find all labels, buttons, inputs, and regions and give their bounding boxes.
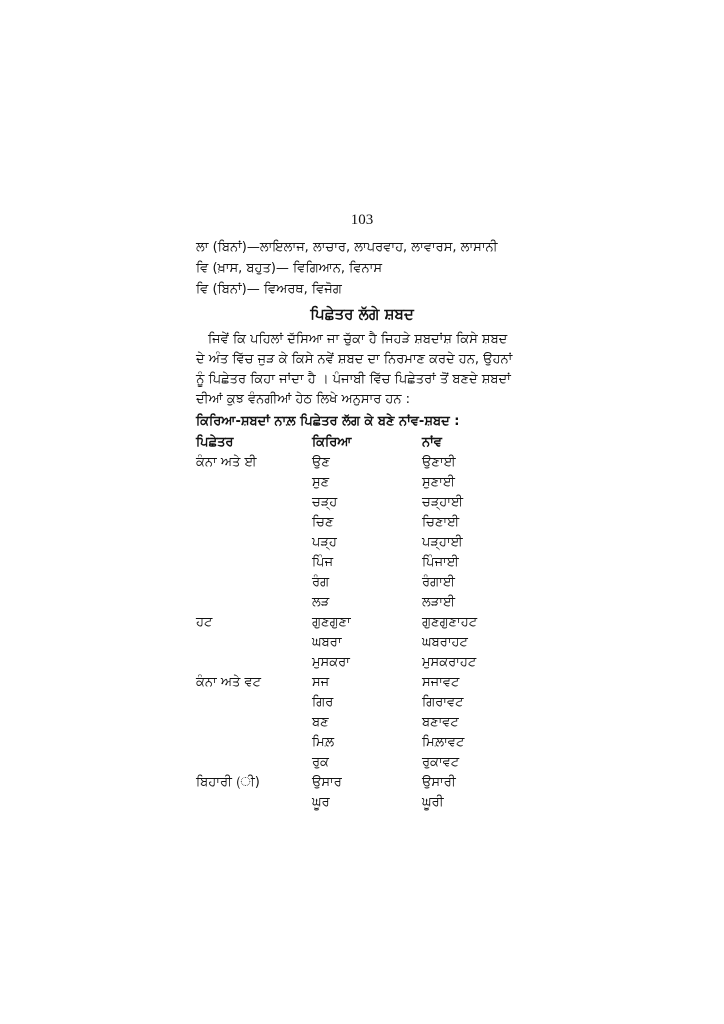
noun-cell: ਚਿਣਾਈ: [422, 515, 460, 530]
noun-cell: ਗਿਰਾਵਟ: [422, 695, 464, 710]
noun-cell: ਰੁਕਾਵਟ: [422, 755, 460, 770]
header-noun: ਨਾਂਵ: [422, 435, 442, 450]
noun-cell: ਮੁਸਕਰਾਹਟ: [422, 655, 477, 670]
page-number: 103: [350, 212, 374, 228]
table-row: [196, 713, 516, 733]
noun-cell: ਪਿੰਜਾਈ: [422, 555, 459, 570]
table-row: [196, 673, 516, 693]
verb-cell: ਸਜ: [312, 675, 330, 690]
suffix-cell: [196, 573, 312, 593]
verb-cell: ਘਬਰਾ: [312, 635, 342, 650]
verb-cell: ਘੂਰ: [312, 795, 330, 810]
noun-cell: ਉਣਾਈ: [422, 455, 456, 470]
table-subheading: ਕਿਰਿਆ-ਸ਼ਬਦਾਂ ਨਾਲ਼ ਪਿਛੇਤਰ ਲੱਗ ਕੇ ਬਣੇ ਨਾਂਵ-ਸ਼ਬਦ :: [196, 414, 460, 429]
table-row: [196, 633, 516, 653]
verb-cell: ਰੰਗ: [312, 575, 330, 590]
header-suffix: ਪਿਛੇਤਰ: [196, 435, 234, 450]
suffix-cell: [196, 793, 312, 813]
noun-cell: ਲੜਾਈ: [422, 595, 456, 610]
suffix-cell: [196, 653, 312, 673]
intro-paragraph: [196, 330, 526, 410]
table-row: [196, 573, 516, 593]
suffix-word-table: [196, 433, 516, 813]
table-row: [196, 513, 516, 533]
prefix-line: ਵਿ (ਬਿਨਾਂ)— ਵਿਅਰਥ, ਵਿਜੋਗ: [196, 282, 342, 297]
table-row: [196, 453, 516, 473]
table-body: [196, 453, 516, 813]
suffix-cell: ਕੰਨਾ ਅਤੇ ਵਟ: [196, 675, 261, 690]
prefix-line: ਲਾ (ਬਿਨਾਂ)—ਲਾਇਲਾਜ, ਲਾਚਾਰ, ਲਾਪਰਵਾਹ, ਲਾਵਾਰਸ, ਲਾਸਾਨੀ: [196, 240, 498, 255]
verb-cell: ਚਿਣ: [312, 515, 334, 530]
section-heading: ਪਿਛੇਤਰ ਲੱਗੇ ਸ਼ਬਦ: [310, 305, 414, 323]
table-row: [196, 533, 516, 553]
table-row: [196, 493, 516, 513]
table-row: [196, 693, 516, 713]
verb-cell: ਪੜ੍ਹ: [312, 535, 337, 550]
table-row: [196, 753, 516, 773]
table-row: [196, 793, 516, 813]
verb-cell: ਲੜ: [312, 595, 330, 610]
paragraph-line: ਨੂੰ ਪਿਛੇਤਰ ਕਿਹਾ ਜਾਂਦਾ ਹੈ । ਪੰਜਾਬੀ ਵਿੱਚ ਪਿਛੇਤਰਾਂ ਤੋਂ ਬਣਦੇ ਸ਼ਬਦਾਂ: [196, 372, 511, 387]
noun-cell: ਘਬਰਾਹਟ: [422, 635, 468, 650]
suffix-cell: [196, 533, 312, 553]
noun-cell: ਗੁਣਗੁਣਾਹਟ: [422, 615, 478, 630]
suffix-cell: [196, 473, 312, 493]
verb-cell: ਮੁਸਕਰਾ: [312, 655, 350, 670]
suffix-cell: ਕੰਨਾ ਅਤੇ ਈ: [196, 455, 257, 470]
verb-cell: ਉਸਾਰ: [312, 775, 342, 790]
noun-cell: ਬਣਾਵਟ: [422, 715, 459, 730]
suffix-cell: [196, 593, 312, 613]
prefix-list: [196, 237, 556, 300]
prefix-line: ਵਿ (ਖ਼ਾਸ, ਬਹੁਤ)— ਵਿਗਿਆਨ, ਵਿਨਾਸ: [196, 261, 382, 276]
paragraph-line: ਜਿਵੇਂ ਕਿ ਪਹਿਲਾਂ ਦੱਸਿਆ ਜਾ ਚੁੱਕਾ ਹੈ ਜਿਹੜੇ ਸ਼ਬਦਾਂਸ਼ ਕਿਸੇ ਸ਼ਬਦ: [208, 332, 508, 347]
noun-cell: ਸਜਾਵਟ: [422, 675, 460, 690]
verb-cell: ਗੁਣਗੁਣਾ: [312, 615, 351, 630]
paragraph-line: ਦੇ ਅੰਤ ਵਿੱਚ ਜੁੜ ਕੇ ਕਿਸੇ ਨਵੇਂ ਸ਼ਬਦ ਦਾ ਨਿਰਮਾਣ ਕਰਦੇ ਹਨ, ਉਹਨਾਂ: [196, 352, 513, 367]
suffix-cell: [196, 553, 312, 573]
verb-cell: ਰੁਕ: [312, 755, 329, 770]
suffix-cell: [196, 733, 312, 753]
suffix-cell: [196, 513, 312, 533]
table-row: [196, 653, 516, 673]
noun-cell: ਸੁਣਾਈ: [422, 475, 455, 490]
table-row: [196, 773, 516, 793]
paragraph-line: ਦੀਆਂ ਕੁਝ ਵੰਨਗੀਆਂ ਹੇਠ ਲਿਖੇ ਅਨੁਸਾਰ ਹਨ :: [196, 392, 411, 407]
verb-cell: ਸੁਣ: [312, 475, 330, 490]
suffix-cell: ਹਟ: [196, 615, 213, 630]
verb-cell: ਉਣ: [312, 455, 330, 470]
table-row: [196, 613, 516, 633]
table-row: [196, 473, 516, 493]
suffix-cell: [196, 693, 312, 713]
noun-cell: ਘੂਰੀ: [422, 795, 444, 810]
table-row: [196, 593, 516, 613]
suffix-cell: [196, 713, 312, 733]
suffix-cell: [196, 633, 312, 653]
table-row: [196, 553, 516, 573]
suffix-cell: ਬਿਹਾਰੀ (ੀ): [196, 775, 260, 790]
table-row: [196, 733, 516, 753]
noun-cell: ਚੜ੍ਹਾਈ: [422, 495, 464, 510]
verb-cell: ਬਣ: [312, 715, 329, 730]
header-verb: ਕਿਰਿਆ: [312, 435, 352, 450]
suffix-cell: [196, 753, 312, 773]
noun-cell: ਮਿਲ਼ਾਵਟ: [422, 735, 465, 750]
noun-cell: ਉਸਾਰੀ: [422, 775, 456, 790]
noun-cell: ਰੰਗਾਈ: [422, 575, 455, 590]
verb-cell: ਗਿਰ: [312, 695, 334, 710]
verb-cell: ਚੜ੍ਹ: [312, 495, 338, 510]
noun-cell: ਪੜ੍ਹਾਈ: [422, 535, 463, 550]
verb-cell: ਮਿਲ਼: [312, 735, 335, 750]
table-header-row: [196, 433, 516, 453]
verb-cell: ਪਿੰਜ: [312, 555, 334, 570]
suffix-cell: [196, 493, 312, 513]
